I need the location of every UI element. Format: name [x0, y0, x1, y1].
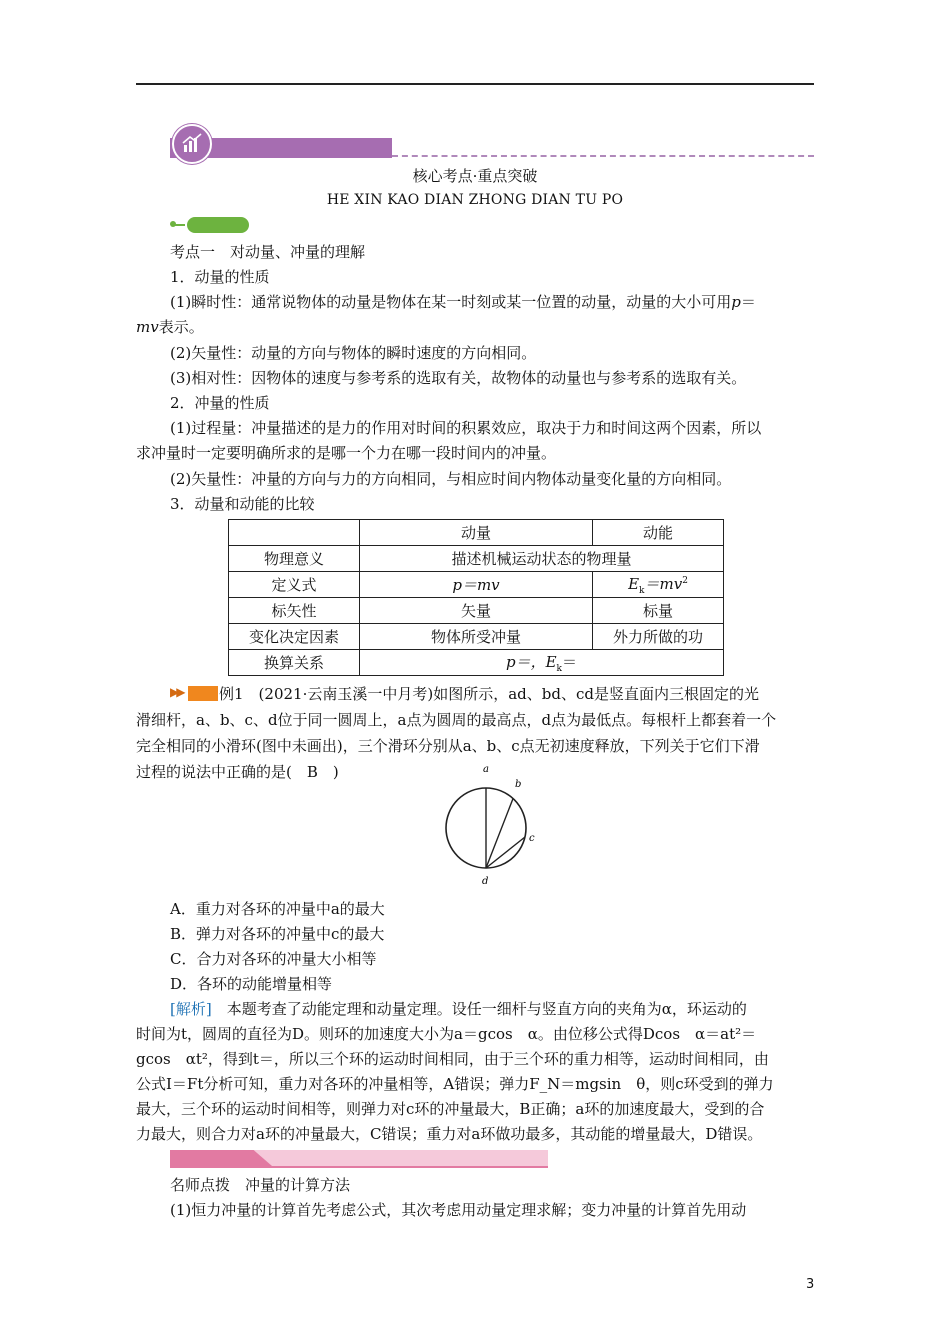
para-process-cont: 求冲量时一定要明确所求的是哪一个力在哪一段时间内的冲量。	[136, 444, 557, 462]
table-header: 动量	[360, 520, 593, 546]
table-cell: 外力所做的功	[593, 624, 724, 650]
example-line-4: 过程的说法中正确的是( B )	[136, 763, 339, 781]
top-rule	[136, 83, 814, 85]
para-vector: (2)矢量性：动量的方向与物体的瞬时速度的方向相同。	[170, 344, 537, 362]
table-row	[229, 546, 724, 572]
heading-pinyin: HE XIN KAO DIAN ZHONG DIAN TU PO	[326, 192, 624, 208]
label-a: a	[483, 764, 489, 775]
heading-chinese: 核心考点·重点突破	[412, 167, 538, 185]
circle-figure	[440, 760, 550, 890]
table-cell: 描述机械运动状态的物理量	[360, 546, 724, 572]
label-b: b	[515, 779, 522, 790]
green-tag	[187, 217, 249, 233]
table-cell: 标矢性	[229, 598, 360, 624]
table-row	[229, 572, 724, 598]
para-instantaneous-cont: mv表示。	[136, 318, 204, 336]
table-row	[229, 520, 724, 546]
table-cell: p＝mv	[360, 572, 593, 598]
label-c: c	[529, 833, 535, 844]
option-d: D．各环的动能增量相等	[170, 975, 333, 993]
example-line-2: 滑细杆，a、b、c、d位于同一圆周上，a点为圆周的最高点，d点为最低点。每根杆上都套着一个	[136, 711, 777, 729]
table-cell: p＝，$E_k=$	[360, 650, 724, 676]
para-relative: (3)相对性：因物体的速度与参考系的选取有关，故物体的动量也与参考系的选取有关。	[170, 369, 747, 387]
para-instantaneous: (1)瞬时性：通常说物体的动量是物体在某一时刻或某一位置的动量，动量的大小可用p＝	[170, 293, 756, 311]
comparison-table	[228, 519, 724, 676]
double-arrow-icon: ▶▶	[170, 685, 183, 699]
table-cell	[229, 520, 360, 546]
table-cell: 换算关系	[229, 650, 360, 676]
tip-line-1: (1)恒力冲量的计算首先考虑公式，其次考虑用动量定理求解；变力冲量的计算首先用动	[170, 1201, 747, 1219]
table-header: 动能	[593, 520, 724, 546]
example-line-3: 完全相同的小滑环(图中未画出)，三个滑环分别从a、b、c点无初速度释放，下列关于它们下滑	[136, 737, 760, 755]
table-row	[229, 598, 724, 624]
table-cell: 变化决定因素	[229, 624, 360, 650]
subheading-impulse: 2．冲量的性质	[170, 394, 270, 412]
analysis-line-1: [解析] 本题考查了动能定理和动量定理。设任一细杆与竖直方向的夹角为α，环运动的	[170, 1000, 747, 1018]
table-row	[229, 624, 724, 650]
example-line-1: 例1 (2021·云南玉溪一中月考)如图所示，ad、bd、cd是竖直面内三根固定的光	[219, 685, 759, 703]
subheading-momentum: 1．动量的性质	[170, 268, 270, 286]
chart-icon	[172, 124, 212, 164]
section-title: 考点一 对动量、冲量的理解	[170, 243, 366, 261]
analysis-line-3: gcos αt²，得到t＝，所以三个环的运动时间相同，由于三个环的重力相等，运动时间相同，由	[136, 1050, 769, 1068]
analysis-line-2: 时间为t，圆周的直径为D。则环的加速度大小为a＝gcos α。由位移公式得Dcos α＝at²＝	[136, 1025, 757, 1043]
subheading-comparison: 3．动量和动能的比较	[170, 495, 315, 513]
option-c: C．合力对各环的冲量大小相等	[170, 950, 377, 968]
para-process: (1)过程量：冲量描述的是力的作用对时间的积累效应，取决于力和时间这两个因素，所以	[170, 419, 762, 437]
table-cell: 矢量	[360, 598, 593, 624]
table-cell: $E_k=mv^2$	[593, 572, 724, 598]
analysis-label: [解析]	[170, 1000, 212, 1018]
para-impulse-vector: (2)矢量性：冲量的方向与力的方向相同，与相应时间内物体动量变化量的方向相同。	[170, 470, 732, 488]
analysis-line-6: 力最大，则合力对a环的冲量最大，C错误；重力对a环做功最多，其动能的增量最大，D错误。	[136, 1125, 763, 1143]
analysis-line-5: 最大，三个环的运动时间相等，则弹力对c环的冲量最大，B正确；a环的加速度最大，受到的合	[136, 1100, 765, 1118]
table-cell: 物理意义	[229, 546, 360, 572]
label-d: d	[482, 876, 489, 887]
green-connector	[171, 224, 185, 226]
table-cell: 标量	[593, 598, 724, 624]
option-b: B．弹力对各环的冲量中c的最大	[170, 925, 385, 943]
option-a: A．重力对各环的冲量中a的最大	[170, 900, 385, 918]
page-number: 3	[806, 1277, 815, 1292]
table-row	[229, 650, 724, 676]
tip-title: 名师点拨 冲量的计算方法	[170, 1176, 351, 1194]
table-cell: 物体所受冲量	[360, 624, 593, 650]
example-tag	[188, 686, 218, 701]
analysis-line-4: 公式I＝Ft分析可知，重力对各环的冲量相等，A错误；弹力F_N＝mgsin θ，则c环受到的弹力	[136, 1075, 774, 1093]
table-cell: 定义式	[229, 572, 360, 598]
banner-dashed-line	[392, 155, 814, 157]
